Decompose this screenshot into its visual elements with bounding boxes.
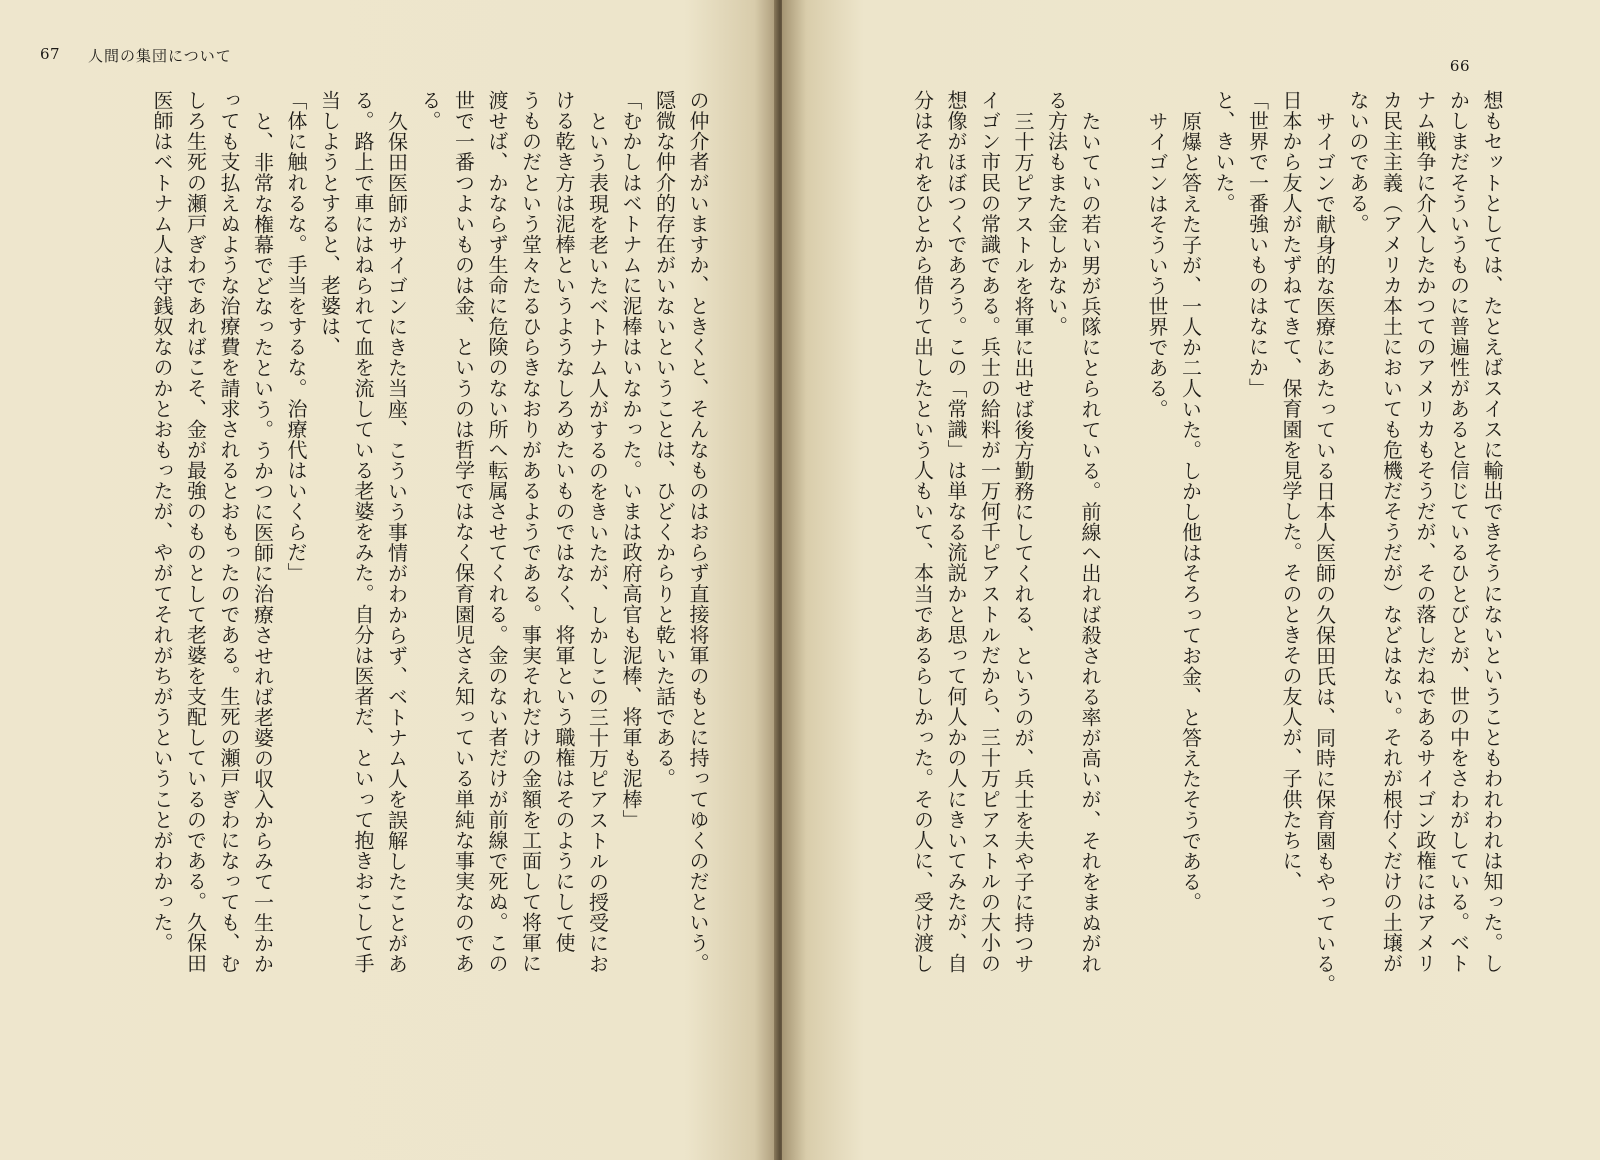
text-line: サイゴンはそういう世界である。: [1145, 111, 1169, 420]
text-line: 「世界で一番強いものはなにか」: [1245, 90, 1270, 399]
right-body-text: [816, 90, 1508, 1078]
right-page: [782, 0, 1600, 1160]
text-line: たいていの若い男が兵隊にとられている。前線へ出れば殺される率が高いが、それをまぬがれ: [1078, 111, 1102, 975]
text-line: と、非常な権幕でどなったという。うかつに医師に治療させれば老婆の収入からみて一生かか: [250, 111, 275, 975]
text-line: る方法もまた金しかない。: [1044, 90, 1069, 337]
text-line: 分はそれをひとから借りて出したという人もいて、本当であるらしかった。その人に、受け渡し: [910, 90, 935, 974]
running-title: 人間の集団について: [88, 47, 232, 65]
text-line: 渡せば、かならず生命に危険のない所へ転属させてくれる。金のない者だけが前線で死ぬ。この: [485, 90, 509, 974]
text-line: 隠微な仲介的存在がいないということは、ひどくからりと乾いた話である。: [652, 90, 677, 789]
text-line: 「体に触れるな。手当をするな。治療代はいくらだ」: [284, 90, 308, 584]
text-line: ける乾き方は泥棒というようなしろめたいものではなく、将軍という職権はそのようにして使: [552, 90, 576, 954]
blank-line: [1106, 90, 1140, 1078]
text-line: る。: [418, 90, 442, 132]
left-page: [0, 0, 778, 1160]
text-line: 想像がほぼつくであろう。この「常識」は単なる流説かと思って何人かの人にきいてみたが、自: [944, 90, 968, 974]
text-line: という表現を老いたベトナム人がするのをきいたが、しかしこの三十万ピアストルの授受にお: [585, 111, 610, 975]
text-line: の仲介者がいますか、ときくと、そんなものはおらず直接将軍のもとに持ってゆくのだという。: [686, 90, 710, 974]
page-number-right: 66: [1449, 57, 1470, 75]
text-line: 久保田医師がサイゴンにきた当座、こういう事情がわからず、ベトナム人を誤解したことがあ: [384, 111, 409, 975]
left-body-text: [34, 90, 714, 1078]
text-line: ないのである。: [1346, 90, 1370, 234]
text-line: 世で一番つよいものは金、というのは哲学ではなく保育園児さえ知っている単純な事実なのであ: [451, 90, 476, 974]
text-line: と、きいた。: [1212, 90, 1236, 214]
text-line: イゴン市民の常識である。兵士の給料が一万何千ピアストルだから、三十万ピアストルの大小の: [977, 90, 1002, 974]
text-line: っても支払えぬような治療費を請求されるとおもったのである。生死の瀬戸ぎわになっても、む: [217, 90, 241, 974]
text-line: 三十万ピアストルを将軍に出せば後方勤務にしてくれる、というのが、兵士を夫や子に持つサ: [1011, 111, 1035, 975]
text-line: る。路上で車にはねられて血を流している老婆をみた。自分は医者だ、といって抱きおこして手: [351, 90, 375, 974]
page-number-left: 67: [40, 45, 61, 63]
text-line: 原爆と答えた子が、一人か二人いた。しかし他はそろってお金、と答えたそうである。: [1178, 111, 1203, 913]
text-line: サイゴンで献身的な医療にあたっている日本人医師の久保田氏は、同時に保育園もやっている。: [1312, 111, 1337, 995]
text-line: ナム戦争に介入したかつてのアメリカもそうだが、その落しだねであるサイゴン政権にはアメリ: [1413, 90, 1437, 974]
text-line: カ民主主義（アメリカ本土においても危機だそうだが）などはない。それが根付くだけの土壌が: [1379, 90, 1404, 974]
text-line: 当しようとすると、老婆は、: [317, 90, 342, 358]
text-line: 想もセットとしては、たとえばスイスに輸出できそうにないということもわれわれは知った。し: [1480, 90, 1504, 974]
text-line: 日本から友人がたずねてきて、保育園を見学した。そのときその友人が、子供たちに、: [1279, 90, 1303, 892]
text-line: かしまだそういうものに普遍性があると信じているひとびとが、世の中をさわがしている。ベト: [1446, 90, 1471, 974]
text-line: うものだという堂々たるひらきなおりがあるようである。事実それだけの金額を工面して将軍に: [518, 90, 543, 974]
text-line: 医師はベトナム人は守銭奴なのかとおもったが、やがてそれがちがうということがわかった。: [150, 90, 174, 954]
text-line: 「むかしはベトナムに泥棒はいなかった。いまは政府高官も泥棒、将軍も泥棒」: [619, 90, 643, 830]
text-line: しろ生死の瀬戸ぎわであればこそ、金が最強のものとして老婆を支配しているのである。久保田: [183, 90, 208, 974]
